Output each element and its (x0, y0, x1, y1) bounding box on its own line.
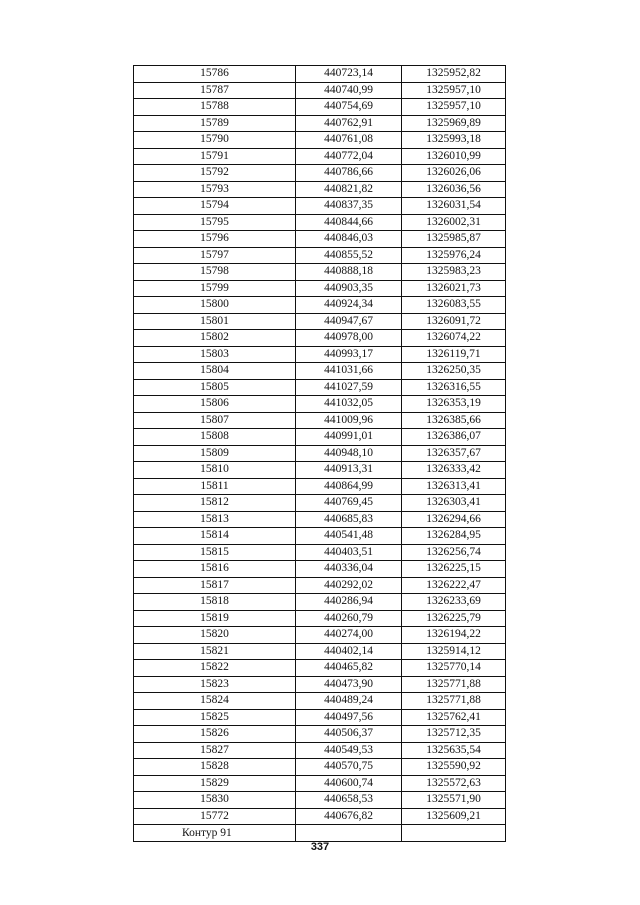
y-coordinate-cell: 1325914,12 (402, 643, 506, 660)
point-number-cell: 15814 (134, 528, 296, 545)
contour-empty-cell-y (402, 825, 506, 842)
x-coordinate-cell: 440260,79 (296, 610, 402, 627)
table-row (134, 627, 506, 644)
point-number-cell: 15812 (134, 495, 296, 512)
point-number-cell: 15799 (134, 280, 296, 297)
table-row (134, 429, 506, 446)
point-number-cell: 15815 (134, 544, 296, 561)
y-coordinate-cell: 1326031,54 (402, 198, 506, 215)
y-coordinate-cell: 1325957,10 (402, 82, 506, 99)
y-coordinate-cell: 1325712,35 (402, 726, 506, 743)
y-coordinate-cell: 1326026,06 (402, 165, 506, 182)
y-coordinate-cell: 1326316,55 (402, 379, 506, 396)
x-coordinate-cell: 440676,82 (296, 808, 402, 825)
point-number-cell: 15798 (134, 264, 296, 281)
point-number-cell: 15802 (134, 330, 296, 347)
point-number-cell: 15787 (134, 82, 296, 99)
y-coordinate-cell: 1326353,19 (402, 396, 506, 413)
point-number-cell: 15810 (134, 462, 296, 479)
table-row (134, 726, 506, 743)
table-row (134, 478, 506, 495)
y-coordinate-cell: 1326194,22 (402, 627, 506, 644)
table-row (134, 396, 506, 413)
point-number-cell: 15794 (134, 198, 296, 215)
table-row (134, 462, 506, 479)
x-coordinate-cell: 440740,99 (296, 82, 402, 99)
point-number-cell: 15829 (134, 775, 296, 792)
point-number-cell: 15795 (134, 214, 296, 231)
point-number-cell: 15813 (134, 511, 296, 528)
x-coordinate-cell: 440497,56 (296, 709, 402, 726)
x-coordinate-cell: 441027,59 (296, 379, 402, 396)
y-coordinate-cell: 1326225,15 (402, 561, 506, 578)
x-coordinate-cell: 440903,35 (296, 280, 402, 297)
y-coordinate-cell: 1325635,54 (402, 742, 506, 759)
x-coordinate-cell: 441009,96 (296, 412, 402, 429)
point-number-cell: 15821 (134, 643, 296, 660)
point-number-cell: 15806 (134, 396, 296, 413)
x-coordinate-cell: 440685,83 (296, 511, 402, 528)
x-coordinate-cell: 440855,52 (296, 247, 402, 264)
page-number: 337 (310, 841, 330, 853)
y-coordinate-cell: 1325609,21 (402, 808, 506, 825)
y-coordinate-cell: 1325771,88 (402, 693, 506, 710)
point-number-cell: 15793 (134, 181, 296, 198)
point-number-cell: 15820 (134, 627, 296, 644)
table-row (134, 379, 506, 396)
y-coordinate-cell: 1326303,41 (402, 495, 506, 512)
x-coordinate-cell: 440947,67 (296, 313, 402, 330)
x-coordinate-cell: 440274,00 (296, 627, 402, 644)
table-row (134, 511, 506, 528)
table-row (134, 660, 506, 677)
x-coordinate-cell: 440570,75 (296, 759, 402, 776)
table-row (134, 99, 506, 116)
point-number-cell: 15790 (134, 132, 296, 149)
table-row (134, 330, 506, 347)
x-coordinate-cell: 440888,18 (296, 264, 402, 281)
x-coordinate-cell: 440864,99 (296, 478, 402, 495)
y-coordinate-cell: 1326333,42 (402, 462, 506, 479)
table-row (134, 412, 506, 429)
y-coordinate-cell: 1325590,92 (402, 759, 506, 776)
x-coordinate-cell: 440402,14 (296, 643, 402, 660)
y-coordinate-cell: 1325952,82 (402, 66, 506, 83)
point-number-cell: 15797 (134, 247, 296, 264)
y-coordinate-cell: 1326233,69 (402, 594, 506, 611)
table-row (134, 808, 506, 825)
table-row (134, 643, 506, 660)
table-row (134, 577, 506, 594)
y-coordinate-cell: 1326294,66 (402, 511, 506, 528)
y-coordinate-cell: 1325976,24 (402, 247, 506, 264)
x-coordinate-cell: 440991,01 (296, 429, 402, 446)
x-coordinate-cell: 440761,08 (296, 132, 402, 149)
x-coordinate-cell: 441031,66 (296, 363, 402, 380)
y-coordinate-cell: 1326119,71 (402, 346, 506, 363)
table-row (134, 445, 506, 462)
table-row (134, 264, 506, 281)
x-coordinate-cell: 440286,94 (296, 594, 402, 611)
y-coordinate-cell: 1326036,56 (402, 181, 506, 198)
y-coordinate-cell: 1325572,63 (402, 775, 506, 792)
y-coordinate-cell: 1326021,73 (402, 280, 506, 297)
point-number-cell: 15808 (134, 429, 296, 446)
point-number-cell: 15788 (134, 99, 296, 116)
table-row (134, 363, 506, 380)
x-coordinate-cell: 440786,66 (296, 165, 402, 182)
table-row (134, 82, 506, 99)
y-coordinate-cell: 1326083,55 (402, 297, 506, 314)
y-coordinate-cell: 1326313,41 (402, 478, 506, 495)
x-coordinate-cell: 440837,35 (296, 198, 402, 215)
point-number-cell: 15816 (134, 561, 296, 578)
y-coordinate-cell: 1325957,10 (402, 99, 506, 116)
table-row (134, 181, 506, 198)
point-number-cell: 15804 (134, 363, 296, 380)
x-coordinate-cell: 441032,05 (296, 396, 402, 413)
table-row (134, 148, 506, 165)
x-coordinate-cell: 440473,90 (296, 676, 402, 693)
table-row (134, 676, 506, 693)
point-number-cell: 15826 (134, 726, 296, 743)
y-coordinate-cell: 1326256,74 (402, 544, 506, 561)
table-row (134, 693, 506, 710)
coordinates-table (133, 65, 506, 842)
y-coordinate-cell: 1326222,47 (402, 577, 506, 594)
contour-label: Контур 91 (134, 825, 296, 842)
point-number-cell: 15796 (134, 231, 296, 248)
x-coordinate-cell: 440658,53 (296, 792, 402, 809)
point-number-cell: 15811 (134, 478, 296, 495)
point-number-cell: 15792 (134, 165, 296, 182)
x-coordinate-cell: 440769,45 (296, 495, 402, 512)
y-coordinate-cell: 1325571,90 (402, 792, 506, 809)
y-coordinate-cell: 1326074,22 (402, 330, 506, 347)
x-coordinate-cell: 440754,69 (296, 99, 402, 116)
point-number-cell: 15825 (134, 709, 296, 726)
x-coordinate-cell: 440465,82 (296, 660, 402, 677)
table-row (134, 346, 506, 363)
y-coordinate-cell: 1325770,14 (402, 660, 506, 677)
x-coordinate-cell: 440600,74 (296, 775, 402, 792)
point-number-cell: 15803 (134, 346, 296, 363)
point-number-cell: 15819 (134, 610, 296, 627)
table-row (134, 66, 506, 83)
table-row (134, 528, 506, 545)
x-coordinate-cell: 440336,04 (296, 561, 402, 578)
table-row (134, 495, 506, 512)
point-number-cell: 15807 (134, 412, 296, 429)
table-row (134, 544, 506, 561)
table-row (134, 198, 506, 215)
table-row (134, 280, 506, 297)
y-coordinate-cell: 1325983,23 (402, 264, 506, 281)
table-row (134, 759, 506, 776)
x-coordinate-cell: 440292,02 (296, 577, 402, 594)
x-coordinate-cell: 440403,51 (296, 544, 402, 561)
table-row (134, 231, 506, 248)
y-coordinate-cell: 1326386,07 (402, 429, 506, 446)
table-row (134, 214, 506, 231)
point-number-cell: 15822 (134, 660, 296, 677)
y-coordinate-cell: 1325993,18 (402, 132, 506, 149)
x-coordinate-cell: 440549,53 (296, 742, 402, 759)
point-number-cell: 15801 (134, 313, 296, 330)
point-number-cell: 15830 (134, 792, 296, 809)
table-row (134, 165, 506, 182)
point-number-cell: 15800 (134, 297, 296, 314)
table-row (134, 297, 506, 314)
point-number-cell: 15805 (134, 379, 296, 396)
x-coordinate-cell: 440506,37 (296, 726, 402, 743)
y-coordinate-cell: 1326002,31 (402, 214, 506, 231)
x-coordinate-cell: 440913,31 (296, 462, 402, 479)
point-number-cell: 15786 (134, 66, 296, 83)
x-coordinate-cell: 440762,91 (296, 115, 402, 132)
point-number-cell: 15809 (134, 445, 296, 462)
y-coordinate-cell: 1325771,88 (402, 676, 506, 693)
x-coordinate-cell: 440846,03 (296, 231, 402, 248)
table-row (134, 792, 506, 809)
x-coordinate-cell: 440924,34 (296, 297, 402, 314)
y-coordinate-cell: 1326250,35 (402, 363, 506, 380)
y-coordinate-cell: 1326284,95 (402, 528, 506, 545)
y-coordinate-cell: 1326357,67 (402, 445, 506, 462)
y-coordinate-cell: 1326091,72 (402, 313, 506, 330)
point-number-cell: 15789 (134, 115, 296, 132)
table-row (134, 561, 506, 578)
x-coordinate-cell: 440489,24 (296, 693, 402, 710)
point-number-cell: 15817 (134, 577, 296, 594)
x-coordinate-cell: 440821,82 (296, 181, 402, 198)
point-number-cell: 15772 (134, 808, 296, 825)
point-number-cell: 15827 (134, 742, 296, 759)
y-coordinate-cell: 1326225,79 (402, 610, 506, 627)
x-coordinate-cell: 440541,48 (296, 528, 402, 545)
x-coordinate-cell: 440993,17 (296, 346, 402, 363)
point-number-cell: 15824 (134, 693, 296, 710)
table-row (134, 775, 506, 792)
y-coordinate-cell: 1326010,99 (402, 148, 506, 165)
x-coordinate-cell: 440948,10 (296, 445, 402, 462)
table-row (134, 742, 506, 759)
contour-header-row (134, 825, 506, 842)
y-coordinate-cell: 1325762,41 (402, 709, 506, 726)
table-row (134, 709, 506, 726)
y-coordinate-cell: 1325985,87 (402, 231, 506, 248)
y-coordinate-cell: 1325969,89 (402, 115, 506, 132)
table-row (134, 115, 506, 132)
table-row (134, 610, 506, 627)
table-row (134, 594, 506, 611)
x-coordinate-cell: 440978,00 (296, 330, 402, 347)
contour-empty-cell-x (296, 825, 402, 842)
y-coordinate-cell: 1326385,66 (402, 412, 506, 429)
x-coordinate-cell: 440772,04 (296, 148, 402, 165)
table-row (134, 132, 506, 149)
point-number-cell: 15828 (134, 759, 296, 776)
point-number-cell: 15791 (134, 148, 296, 165)
table-row (134, 247, 506, 264)
x-coordinate-cell: 440723,14 (296, 66, 402, 83)
point-number-cell: 15823 (134, 676, 296, 693)
coordinates-table-body (134, 66, 506, 842)
x-coordinate-cell: 440844,66 (296, 214, 402, 231)
point-number-cell: 15818 (134, 594, 296, 611)
table-row (134, 313, 506, 330)
